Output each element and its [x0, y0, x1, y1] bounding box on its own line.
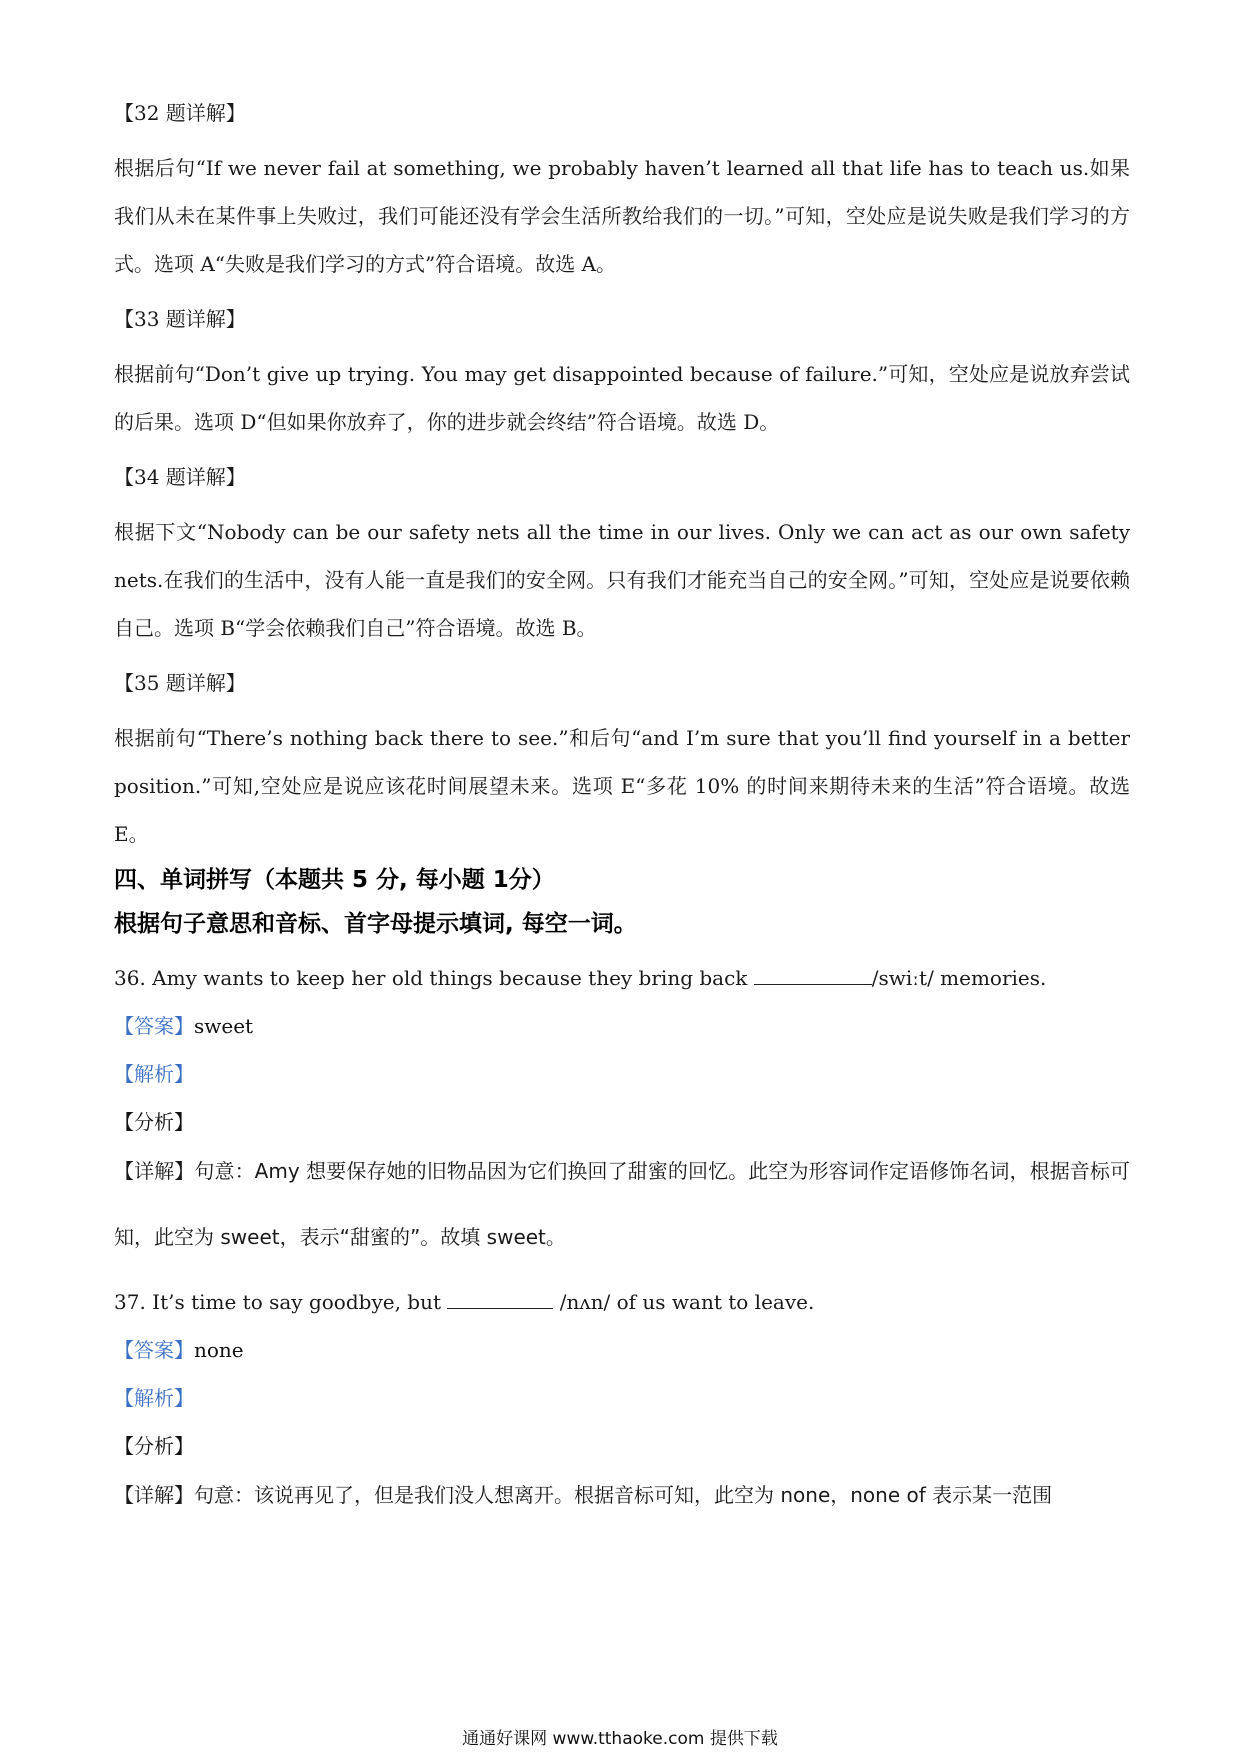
page-footer: 通通好课网 www.tthaoke.com 提供下载 — [462, 1729, 778, 1749]
question-37 — [114, 1286, 1130, 1318]
q36-answer-tag: 【答案】 — [114, 1014, 194, 1038]
q37-answer-row — [114, 1334, 1130, 1366]
q33-body: 根据前句“Don’t give up trying. You may get disappointed because of failure.”可知，空处应是说放弃尝试的后果。选项 D“但如果你放弃了，你的进步就会终结”符合语境。故选 D。 — [114, 362, 1130, 434]
question-37-suffix: /nʌn/ of us want to leave. — [559, 1290, 815, 1314]
q36-answer: sweet — [194, 1014, 254, 1038]
question-36 — [114, 962, 1130, 994]
section-instruction: 根据句子意思和音标、首字母提示填词, 每空一词。 — [114, 911, 637, 937]
q36-analysis-row — [114, 1058, 1130, 1090]
q36-detail-tag: 【详解】 — [114, 1159, 195, 1183]
q36-answer-row — [114, 1010, 1130, 1042]
q35-title: 【35 题详解】 — [114, 671, 246, 695]
q32-body: 根据后句“If we never fail at something, we probably haven’t learned all that life has to teach us.如果我们从未在某件事上失败过，我们可能还没有学会生活所教给我们的一切。”可知，空处应是说失败是我们学习的方式。选项 A“失败是我们学习的方式”符合语境。故选 A。 — [114, 156, 1130, 276]
question-37-prefix: 37. It’s time to say goodbye, but — [114, 1290, 442, 1314]
q34-title: 【34 题详解】 — [114, 465, 246, 489]
question-36-suffix: /swiːt/ memories. — [871, 966, 1047, 990]
q36-detail-text: 句意：Amy 想要保存她的旧物品因为它们换回了甜蜜的回忆。此空为形容词作定语修饰名词，根据音标可知，此空为 sweet，表示“甜蜜的”。故填 sweet。 — [114, 1159, 1131, 1249]
q37-answer: none — [194, 1338, 244, 1362]
q37-answer-tag: 【答案】 — [114, 1338, 194, 1362]
section-title: 四、单词拼写（本题共 5 分, 每小题 1分） — [114, 867, 555, 893]
question-36-blank — [754, 966, 872, 985]
q36-detail — [114, 1138, 1130, 1270]
q37-detail — [114, 1462, 1130, 1528]
q36-fenxi-row — [114, 1106, 1130, 1138]
q32-title: 【32 题详解】 — [114, 101, 246, 125]
q37-analysis-row — [114, 1382, 1130, 1414]
question-37-blank — [447, 1290, 553, 1309]
q36-fenxi-tag: 【分析】 — [114, 1110, 194, 1134]
q33-title: 【33 题详解】 — [114, 307, 246, 331]
q37-detail-tag: 【详解】 — [114, 1483, 194, 1507]
q37-analysis-tag: 【解析】 — [114, 1386, 194, 1410]
q36-analysis-tag: 【解析】 — [114, 1062, 194, 1086]
document-content — [114, 98, 1130, 1528]
q37-fenxi-tag: 【分析】 — [114, 1434, 194, 1458]
q37-fenxi-row — [114, 1430, 1130, 1462]
question-36-prefix: 36. Amy wants to keep her old things because they bring back — [114, 966, 748, 990]
q37-detail-text: 句意：该说再见了，但是我们没人想离开。根据音标可知，此空为 none，none of 表示某一范围 — [194, 1483, 1053, 1507]
q34-body: 根据下文“Nobody can be our safety nets all the time in our lives. Only we can act as our own safety nets.在我们的生活中，没有人能一直是我们的安全网。只有我们才能充当自己的安全网。”可知，空处应是说要依赖自己。选项 B“学会依赖我们自己”符合语境。故选 B。 — [114, 520, 1130, 640]
q35-body: 根据前句“There’s nothing back there to see.”和后句“and I’m sure that you’ll find yourself in a better position.”可知,空处应是说应该花时间展望未来。选项 E“多花 10% 的时间来期待未来的生活”符合语境。故选 E。 — [114, 726, 1130, 846]
